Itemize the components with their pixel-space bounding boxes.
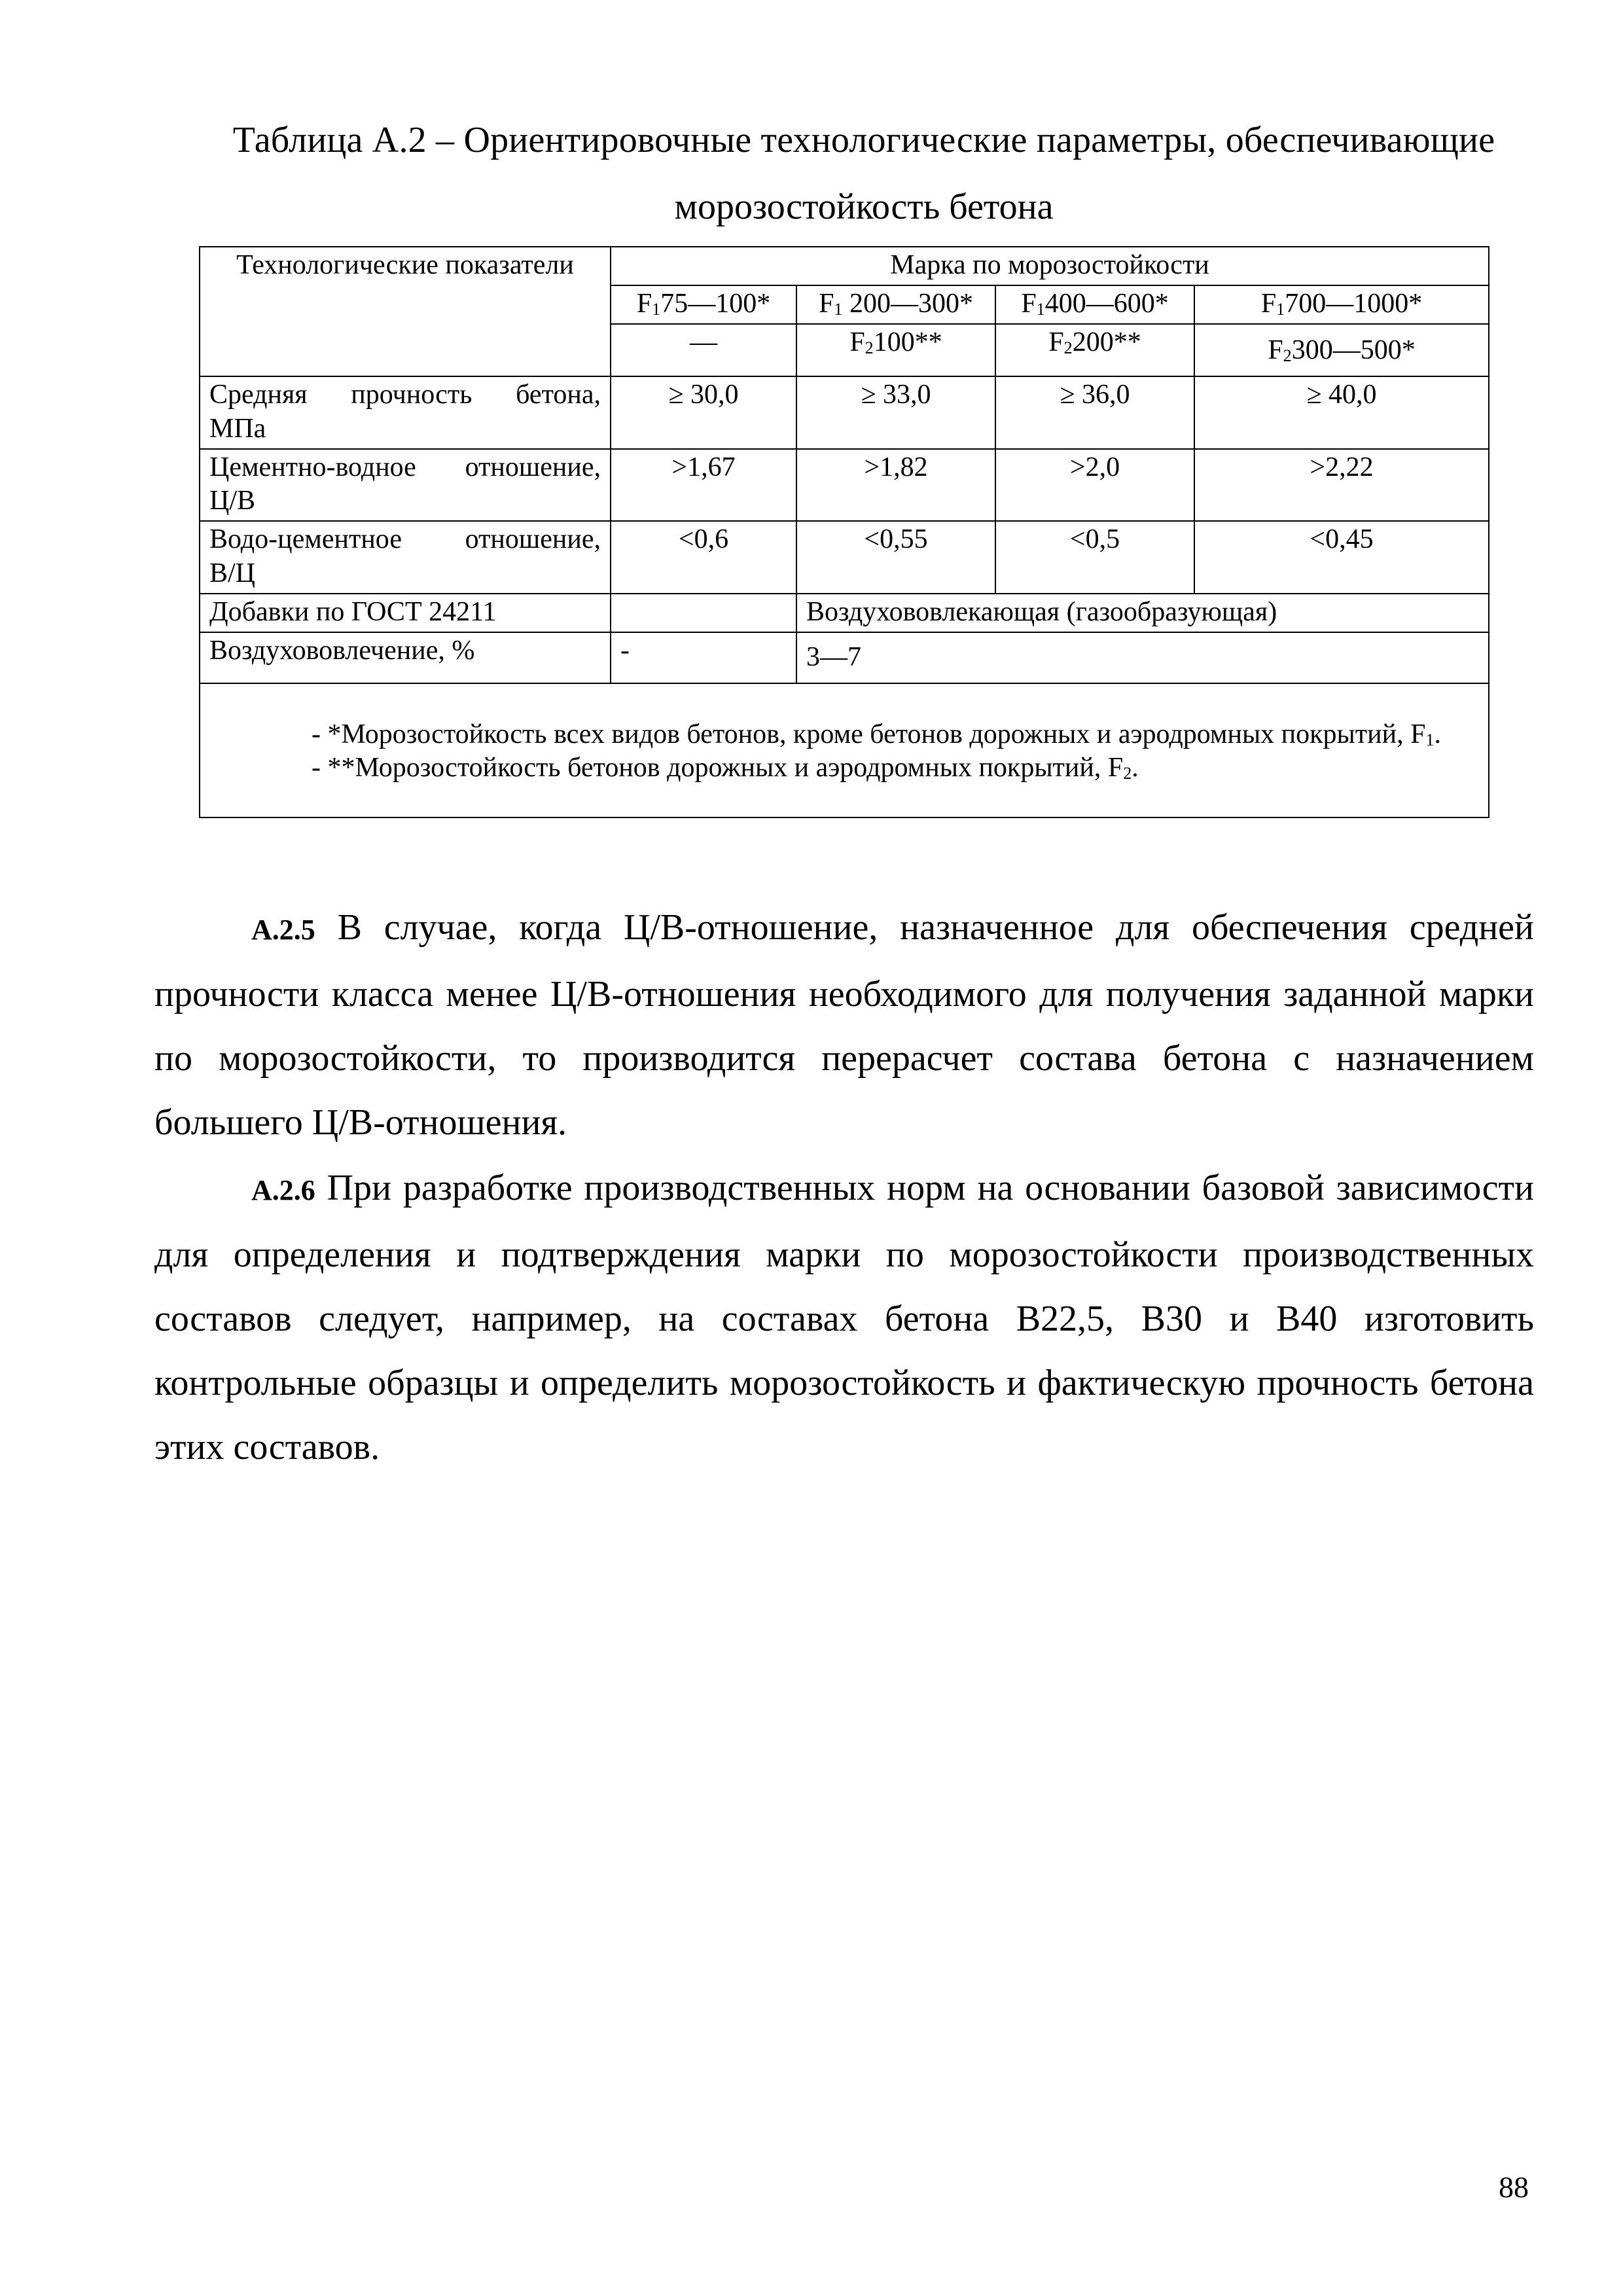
table-row-air-entrainment [200, 632, 1489, 683]
grade-f2-cell: $F_2100**$ [796, 324, 995, 376]
table-cell-air-range: 3—7 [796, 632, 1489, 683]
table-cell: <0,55 [796, 521, 995, 593]
grade-f2-cell: $F_2300—500*$ [1194, 324, 1489, 376]
frost-resistance-table [199, 246, 1489, 818]
grade-f1-cell: $F_1$ 200—300* [796, 285, 995, 324]
row-label [200, 449, 611, 521]
table-row-additives [200, 594, 1489, 632]
row-label: Добавки по ГОСТ 24211 [200, 594, 611, 632]
paragraph-text: При разработке производственных норм на основании базовой зависимости для определения и подтверждения марки по морозостойкости производственных составов следует, например, на составах бетона В22,5, В30 и В40 изготовить контрольные образцы и определить морозостойкость и фактическую прочность бетона этих составов. [154, 1168, 1534, 1467]
row-label [200, 376, 611, 448]
grade-f1-cell: $F_1700—1000*$ [1194, 285, 1489, 324]
table-header-row [200, 247, 1489, 285]
table-cell: - [611, 632, 796, 683]
row-label-line-2: Ц/В [209, 486, 256, 516]
paragraph-number: А.2.6 [251, 1174, 315, 1206]
table-cell: <0,5 [995, 521, 1194, 593]
table-cell: <0,6 [611, 521, 796, 593]
table-cell: <0,45 [1194, 521, 1489, 593]
row-label [200, 521, 611, 593]
table-cell: ≥ 33,0 [796, 376, 995, 448]
row-label-line-1: Средняя прочность бетона, [209, 380, 601, 410]
grade-f1-cell: $F_1400—600*$ [995, 285, 1194, 324]
table-cell: >2,22 [1194, 449, 1489, 521]
table-cell: ≥ 30,0 [611, 376, 796, 448]
row-label-line-1: Цементно-водное отношение, [209, 452, 601, 482]
table-cell: ≥ 40,0 [1194, 376, 1489, 448]
paragraph-text: В случае, когда Ц/В-отношение, назначенное для обеспечения средней прочности класса менее Ц/В-отношения необходимого для получения заданной марки по морозостойкости, то производится перерасчет состава бетона с назначением большего Ц/В-отношения. [154, 907, 1534, 1143]
table-notes [200, 683, 1489, 817]
table-cell: >1,67 [611, 449, 796, 521]
table-row-water-cement [200, 521, 1489, 593]
table-note-2: - **Морозостойкость бетонов дорожных и аэродромных покрытий, $F_2$. [312, 753, 1139, 783]
table-cell: ≥ 36,0 [995, 376, 1194, 448]
grade-f1-cell: $F_175—100*$ [611, 285, 796, 324]
page-number: 88 [1499, 2170, 1529, 2204]
table-caption-line-1: Таблица А.2 – Ориентировочные технологические параметры, обеспечивающие [232, 120, 1495, 160]
table-row-strength [200, 376, 1489, 448]
table-cell: >2,0 [995, 449, 1194, 521]
table-cell-additives: Воздухововлекающая (газообразующая) [796, 594, 1489, 632]
table-note-1: - *Морозостойкость всех видов бетонов, кроме бетонов дорожных и аэродромных покрытий, $F_1$. [312, 719, 1441, 750]
header-indicators: Технологические показатели [200, 247, 611, 376]
paragraph-number: А.2.5 [251, 914, 315, 946]
table-cell: >1,82 [796, 449, 995, 521]
table-cell [611, 594, 796, 632]
grade-f2-cell: — [611, 324, 796, 376]
row-label-line-2: В/Ц [209, 558, 256, 588]
row-label-line-2: МПа [209, 413, 266, 444]
table-row-cement-water [200, 449, 1489, 521]
row-label-line-1: Водо-цементное отношение, [209, 524, 601, 555]
paragraph-a-2-5 [154, 895, 1534, 1155]
paragraph-a-2-6 [154, 1156, 1534, 1479]
table-notes-row [200, 683, 1489, 817]
row-label: Воздухововлечение, % [200, 632, 611, 683]
table-caption-line-2: морозостойкость бетона [674, 187, 1054, 227]
grade-f2-cell: $F_2200**$ [995, 324, 1194, 376]
header-grade: Марка по морозостойкости [611, 247, 1489, 285]
